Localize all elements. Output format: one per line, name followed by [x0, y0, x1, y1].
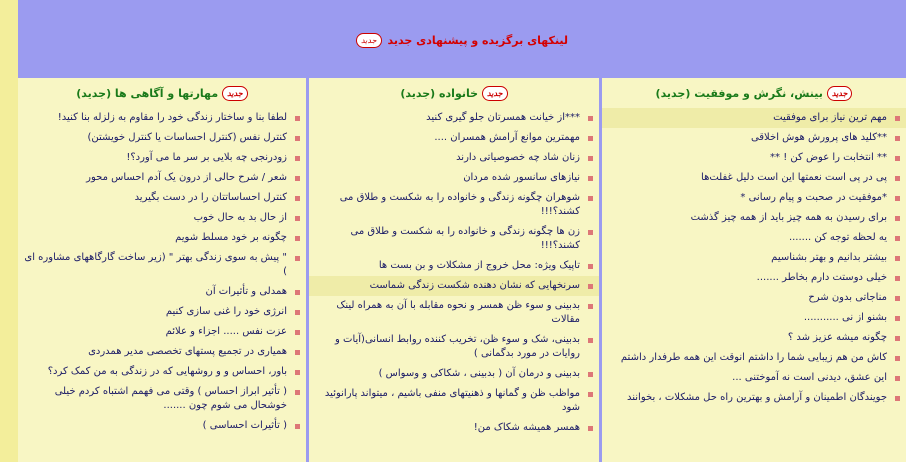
bullet-icon [295, 216, 300, 221]
column-title-text: بینش، نگرش و موفقیت (جدید) [655, 86, 823, 100]
link-text[interactable]: زنان شاد چه خصوصیاتی دارند [456, 152, 580, 163]
bullet-icon [588, 196, 593, 201]
bullet-icon [295, 116, 300, 121]
link-text[interactable]: جویندگان اطمینان و آرامش و بهترین راه حل مشکلات ، بخوانند [627, 392, 887, 403]
link-item[interactable] [309, 256, 599, 276]
link-text[interactable]: پی در پی است نعمتها این است دلیل غفلت‌ها [701, 172, 887, 183]
column-divider [306, 78, 309, 462]
link-item[interactable] [18, 228, 306, 248]
link-item[interactable] [309, 296, 599, 330]
column-divider [599, 78, 602, 462]
link-text[interactable]: **کلید های پرورش هوش اخلاقی [750, 132, 887, 143]
column-title-text: خانواده (جدید) [400, 86, 479, 100]
link-item[interactable] [18, 128, 306, 148]
link-text[interactable]: مواظب ظن و گمانها و ذهنیتهای منفی باشیم ، میتواند پارانوئید شود [324, 388, 580, 413]
column-title [18, 78, 306, 108]
bullet-icon [295, 310, 300, 315]
link-text[interactable]: مناجاتی بدون شرح [808, 292, 887, 303]
link-item[interactable] [602, 188, 906, 208]
bullet-icon [895, 356, 900, 361]
link-list [602, 108, 906, 408]
link-item[interactable] [18, 208, 306, 228]
bullet-icon [588, 304, 593, 309]
bullet-icon [895, 196, 900, 201]
bullet-icon [588, 264, 593, 269]
link-text[interactable]: " پیش به سوی زندگی بهتر " (زیر ساخت گارگاههای مشاوره ای ) [24, 252, 287, 277]
link-list [18, 108, 306, 436]
link-item[interactable] [602, 148, 906, 168]
bullet-icon [588, 136, 593, 141]
link-text[interactable]: سرنخهایی که نشان دهنده شکست زندگی شماست [369, 280, 580, 291]
bullet-icon [295, 370, 300, 375]
bullet-icon [588, 284, 593, 289]
column-title-text: مهارتها و آگاهی ها (جدید) [76, 86, 219, 100]
page-title: لینکهای برگزیده و پیشنهادی جدید [387, 33, 569, 47]
link-text[interactable]: مهمترین موانع آرامش همسران .... [434, 132, 580, 143]
link-text[interactable]: چگونه بر خود مسلط شویم [175, 232, 287, 243]
bullet-icon [895, 316, 900, 321]
link-text[interactable]: زودرنجی چه بلایی بر سر ما می آورد؟! [126, 152, 287, 163]
bullet-icon [295, 156, 300, 161]
bullet-icon [895, 256, 900, 261]
link-text[interactable]: ( تأثیر ابراز احساس ) وقتی می فهمم اشتباه کردم خیلی خوشحال می شوم چون ....... [54, 386, 287, 411]
link-text[interactable]: ***از خیانت همسرتان جلو گیری کنید [426, 112, 580, 123]
link-text[interactable]: شوهران چگونه زندگی و خانواده را به شکست و طلاق می کشند؟!!! [339, 192, 580, 217]
link-item[interactable] [602, 108, 906, 128]
link-item[interactable] [309, 128, 599, 148]
bullet-icon [295, 136, 300, 141]
link-text[interactable]: بدبینی، شک و سوء ظن، تخریب کننده روابط انسانی(آیات و روایات در مورد بدگمانی ) [335, 334, 580, 359]
bullet-icon [895, 296, 900, 301]
link-text[interactable]: کاش من هم زیبایی شما را داشتم انوقت این همه طرفدار داشتم [620, 352, 887, 363]
bullet-icon [895, 176, 900, 181]
link-item[interactable] [18, 168, 306, 188]
link-text[interactable]: همدلی و تأثیرات آن [205, 286, 287, 297]
link-item[interactable] [602, 248, 906, 268]
link-item[interactable] [602, 128, 906, 148]
bullet-icon [588, 230, 593, 235]
new-badge-icon: جدید [827, 86, 853, 101]
link-item[interactable] [309, 418, 599, 438]
bullet-icon [295, 350, 300, 355]
link-text[interactable]: بدبینی و درمان آن ( بدبینی ، شکاکی و وسواس ) [378, 368, 580, 379]
bullet-icon [588, 338, 593, 343]
link-item[interactable] [18, 248, 306, 282]
bullet-icon [588, 156, 593, 161]
link-text[interactable]: تاپیک ویژه: محل خروج از مشکلات و بن بست ها [378, 260, 580, 271]
bullet-icon [895, 136, 900, 141]
link-item[interactable] [309, 330, 599, 364]
link-item[interactable] [602, 348, 906, 368]
link-item[interactable] [309, 364, 599, 384]
bullet-icon [588, 116, 593, 121]
column-title [602, 78, 906, 108]
bullet-icon [295, 290, 300, 295]
link-item[interactable] [309, 108, 599, 128]
link-text[interactable]: عزت نفس ..... اجزاء و علائم [165, 326, 287, 337]
link-item[interactable] [18, 322, 306, 342]
link-text[interactable]: مهم ترین نیاز برای موفقیت [773, 112, 887, 123]
link-item[interactable] [309, 276, 599, 296]
column-skills [18, 78, 306, 462]
link-text[interactable]: لطفا بنا و ساختار زندگی خود را مقاوم به زلزله بنا کنید! [57, 112, 287, 123]
link-item[interactable] [18, 382, 306, 416]
link-item[interactable] [602, 208, 906, 228]
link-text[interactable]: کنترل احساساتتان را در دست بگیرید [134, 192, 287, 203]
link-item[interactable] [18, 302, 306, 322]
link-item[interactable] [602, 268, 906, 288]
link-text[interactable]: چگونه میشه عزیز شد ؟ [787, 332, 887, 343]
link-text[interactable]: یه لحظه توجه کن ....... [788, 232, 887, 243]
link-item[interactable] [309, 222, 599, 256]
bullet-icon [895, 156, 900, 161]
link-item[interactable] [602, 308, 906, 328]
new-badge-icon: جدید [482, 86, 508, 101]
left-strip [0, 0, 18, 462]
link-text[interactable]: برای رسیدن به همه چیز باید از همه چیز گذشت [690, 212, 887, 223]
bullet-icon [295, 424, 300, 429]
link-item[interactable] [309, 384, 599, 418]
bullet-icon [588, 426, 593, 431]
bullet-icon [895, 236, 900, 241]
bullet-icon [295, 330, 300, 335]
bullet-icon [295, 176, 300, 181]
link-item[interactable] [18, 108, 306, 128]
bullet-icon [895, 216, 900, 221]
link-text[interactable]: *موفقیت در صحبت و پیام رسانی * [740, 192, 887, 203]
column-family [309, 78, 599, 462]
column-title [309, 78, 599, 108]
bullet-icon [895, 276, 900, 281]
new-badge-icon: جدید [356, 33, 382, 48]
bullet-icon [895, 336, 900, 341]
link-list [309, 108, 599, 438]
link-text[interactable]: این عشق، دیدنی است نه آموختنی ... [732, 372, 887, 383]
link-text[interactable]: بیشتر بدانیم و بهتر بشناسیم [771, 252, 887, 263]
page-header [18, 20, 906, 60]
link-item[interactable] [602, 328, 906, 348]
bullet-icon [295, 196, 300, 201]
bullet-icon [588, 372, 593, 377]
link-text[interactable]: انرژی خود را غنی سازی کنیم [165, 306, 287, 317]
link-text[interactable]: کنترل نفس (کنترل احساسات یا کنترل خویشتن) [87, 132, 287, 143]
link-item[interactable] [602, 168, 906, 188]
link-item[interactable] [309, 188, 599, 222]
link-item[interactable] [309, 168, 599, 188]
link-text[interactable]: باور، احساس و و روشهایی که در زندگی به من کمک کرد؟ [47, 366, 287, 377]
bullet-icon [295, 236, 300, 241]
link-item[interactable] [602, 228, 906, 248]
bullet-icon [295, 390, 300, 395]
bullet-icon [588, 392, 593, 397]
link-text[interactable]: نیازهای سانسور شده مردان [463, 172, 580, 183]
link-item[interactable] [602, 368, 906, 388]
bullet-icon [895, 376, 900, 381]
link-text[interactable]: همیاری در تجمیع پستهای تخصصی مدیر همدردی [88, 346, 287, 357]
link-text[interactable]: خیلی دوستت دارم بخاطر ....... [756, 272, 887, 283]
link-item[interactable] [18, 362, 306, 382]
link-item[interactable] [18, 148, 306, 168]
new-badge-icon: جدید [222, 86, 248, 101]
bullet-icon [895, 116, 900, 121]
column-insight [602, 78, 906, 462]
link-text[interactable]: بدبینی و سوء ظن همسر و نحوه مقابله با آن به همراه لینک مقالات [336, 300, 580, 325]
link-item[interactable] [18, 416, 306, 436]
link-item[interactable] [602, 288, 906, 308]
link-text[interactable]: همسر همیشه شکاک من! [473, 422, 580, 433]
link-text[interactable]: از حال بد به حال خوب [193, 212, 287, 223]
link-text[interactable]: شعر / شرح حالی از درون یک آدم احساس محور [86, 172, 287, 183]
link-item[interactable] [18, 342, 306, 362]
link-item[interactable] [18, 282, 306, 302]
link-item[interactable] [18, 188, 306, 208]
link-item[interactable] [602, 388, 906, 408]
link-text[interactable]: ** انتخابت را عوض کن ! ** [770, 152, 887, 163]
bullet-icon [588, 176, 593, 181]
bullet-icon [295, 256, 300, 261]
link-text[interactable]: بشنو از نی ........... [803, 312, 887, 323]
link-text[interactable]: زن ها چگونه زندگی و خانواده را به شکست و طلاق می کشند؟!!! [350, 226, 580, 251]
link-text[interactable]: ( تأثیرات احساسی ) [202, 420, 287, 431]
bullet-icon [895, 396, 900, 401]
link-item[interactable] [309, 148, 599, 168]
